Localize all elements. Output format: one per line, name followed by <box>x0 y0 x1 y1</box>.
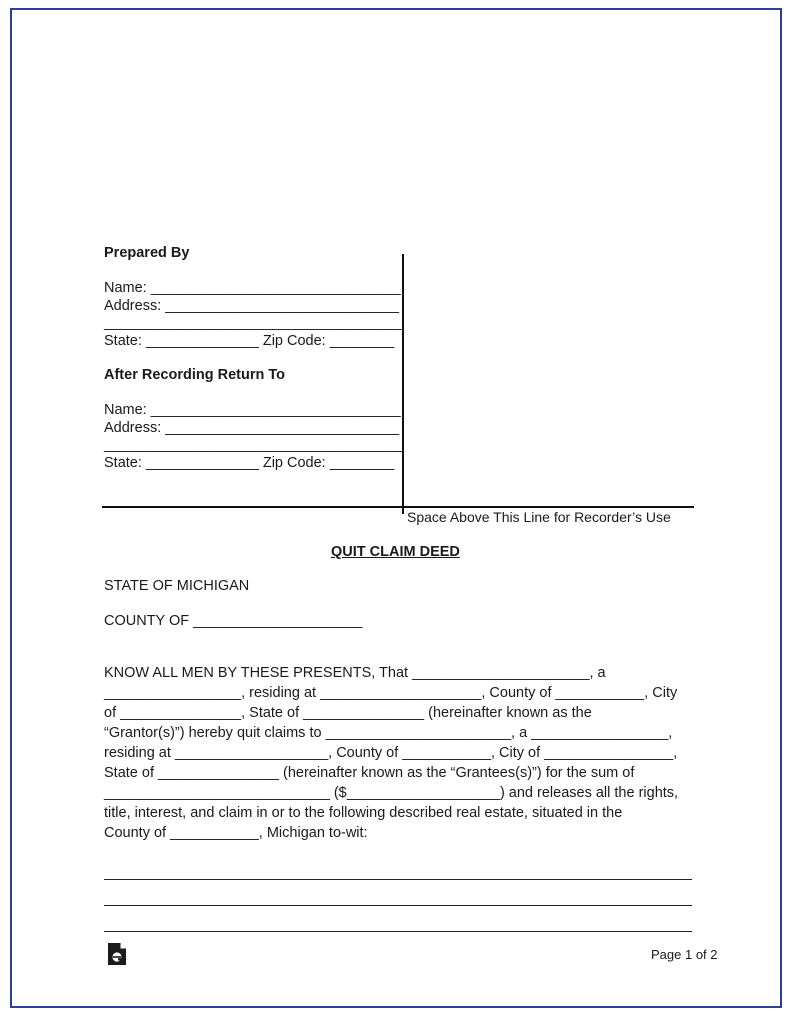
prepared-by-state-zip-field[interactable]: State: ______________ Zip Code: ________ <box>104 333 395 349</box>
recorder-use-note: Space Above This Line for Recorder’s Use <box>407 509 671 525</box>
deed-body-line[interactable]: residing at ___________________, County of ___________, City of ________________, <box>104 745 678 761</box>
prepared-by-heading: Prepared By <box>104 245 190 261</box>
county-field[interactable]: COUNTY OF _____________________ <box>104 613 363 629</box>
deed-body-line: title, interest, and claim in or to the following described real estate, situated in the <box>104 805 623 821</box>
legal-description-line[interactable] <box>104 879 692 880</box>
page-number: Page 1 of 2 <box>651 947 718 962</box>
legal-description-line[interactable] <box>104 931 692 932</box>
after-recording-heading: After Recording Return To <box>104 367 285 383</box>
legal-description-line[interactable] <box>104 905 692 906</box>
return-to-address-field[interactable]: Address: _____________________________ <box>104 420 400 436</box>
recorder-vertical-divider <box>402 254 404 514</box>
prepared-by-address-field[interactable]: Address: _____________________________ <box>104 298 400 314</box>
deed-title: QUIT CLAIM DEED <box>331 544 460 560</box>
deed-body-line[interactable]: State of _______________ (hereinafter known as the “Grantees(s)”) for the sum of <box>104 765 635 781</box>
prepared-by-name-field[interactable]: Name: _______________________________ <box>104 280 401 296</box>
return-to-state-zip-field[interactable]: State: ______________ Zip Code: ________ <box>104 455 395 471</box>
eforms-logo-icon <box>106 942 128 966</box>
return-to-address-line2[interactable]: _____________________________________ <box>104 437 403 453</box>
deed-body-line[interactable]: County of ___________, Michigan to-wit: <box>104 825 368 841</box>
deed-body-line[interactable]: ____________________________ ($___________________) and releases all the rights, <box>104 785 679 801</box>
state-label: STATE OF MICHIGAN <box>104 578 250 594</box>
deed-body-line[interactable]: of _______________, State of _______________ (hereinafter known as the <box>104 705 592 721</box>
return-to-name-field[interactable]: Name: _______________________________ <box>104 402 401 418</box>
deed-body-line[interactable]: _________________, residing at ____________________, County of ___________, City <box>104 685 678 701</box>
deed-body-line[interactable]: “Grantor(s)”) hereby quit claims to _______________________, a _________________, <box>104 725 673 741</box>
prepared-by-address-line2[interactable]: _____________________________________ <box>104 315 403 331</box>
deed-body-line[interactable]: KNOW ALL MEN BY THESE PRESENTS, That ______________________, a <box>104 665 606 681</box>
